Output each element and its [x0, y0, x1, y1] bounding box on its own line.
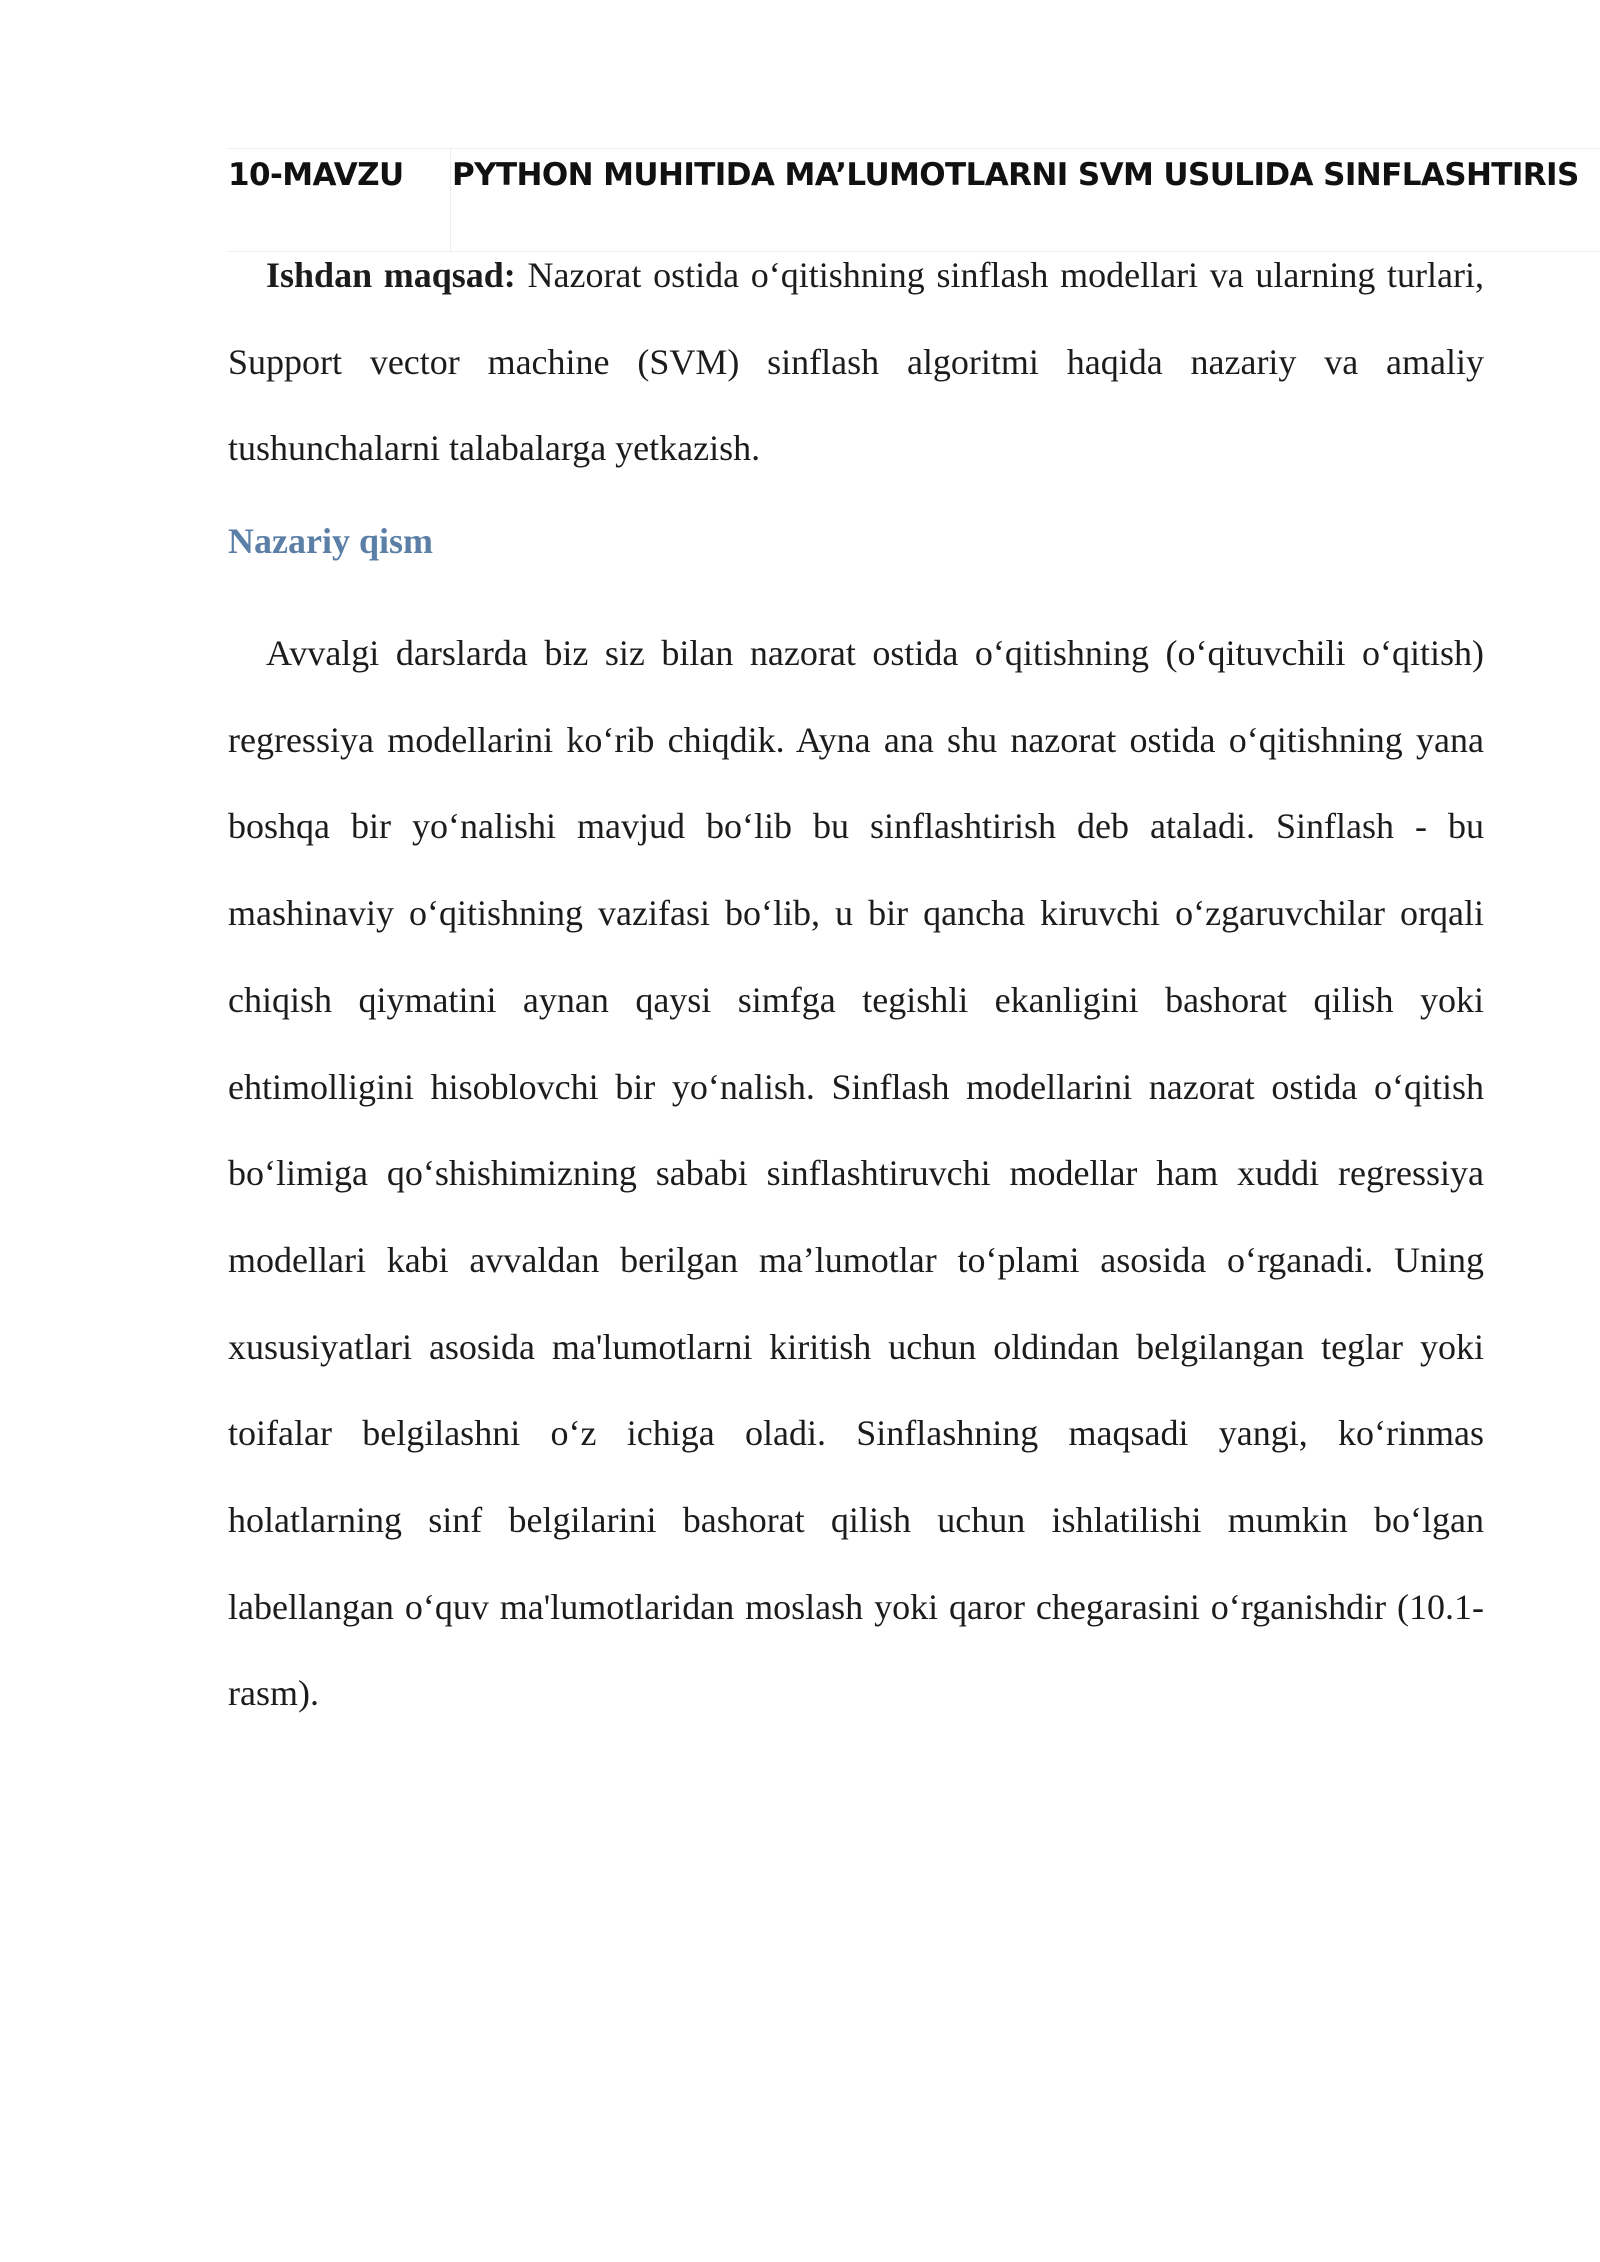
- topic-title: PYTHON MUHITIDA MA’LUMOTLARNI SVM USULIDA SINFLASHTIRIS: [452, 157, 1579, 193]
- body-paragraph-text: Avvalgi darslarda biz siz bilan nazorat ostida o‘qitishning (o‘qituvchili o‘qitish) regressiya modellarini ko‘rib chiqdik. Ayna ana shu nazorat ostida o‘qitishning yana boshqa bir yo‘nalishi mavjud bo‘lib bu sinflashtirish deb ataladi. Sinflash - bu mashinaviy o‘qitishning vazifasi bo‘lib, u bir qancha kiruvchi o‘zgaruvchilar orqali chiqish qiymatini aynan qaysi simfga tegishli ekanligini bashorat qilish yoki ehtimolligini hisoblovchi bir yo‘nalish. Sinflash modellarini nazorat ostida o‘qitish bo‘limiga qo‘shishimizning sababi sinflashtiruvchi modellar ham xuddi regressiya modellari kabi avvaldan berilgan ma’lumotlar to‘plami asosida o‘rganadi. Uning xususiyatlari asosida ma'lumotlarni kiritish uchun oldindan belgilangan teglar yoki toifalar belgilashni o‘z ichiga oladi. Sinflashning maqsadi yangi, ko‘rinmas holatlarning sinf belgilarini bashorat qilish uchun ishlatilishi mumkin bo‘lgan labellangan o‘quv ma'lumotlaridan moslash yoki qaror chegarasini o‘rganishdir (10.1-rasm).: [228, 633, 1484, 1714]
- goal-paragraph: [228, 232, 1484, 492]
- body-paragraph: [228, 610, 1484, 1737]
- goal-text: Nazorat ostida o‘qitishning sinflash modellari va ularning turlari, Support vector machine (SVM) sinflash algoritmi haqida nazariy va amaliy tushunchalarni talabalarga yetkazish.: [228, 255, 1484, 469]
- topic-number: 10-MAVZU: [228, 157, 404, 193]
- goal-label: Ishdan maqsad:: [266, 255, 516, 295]
- section-heading: Nazariy qism: [228, 521, 433, 561]
